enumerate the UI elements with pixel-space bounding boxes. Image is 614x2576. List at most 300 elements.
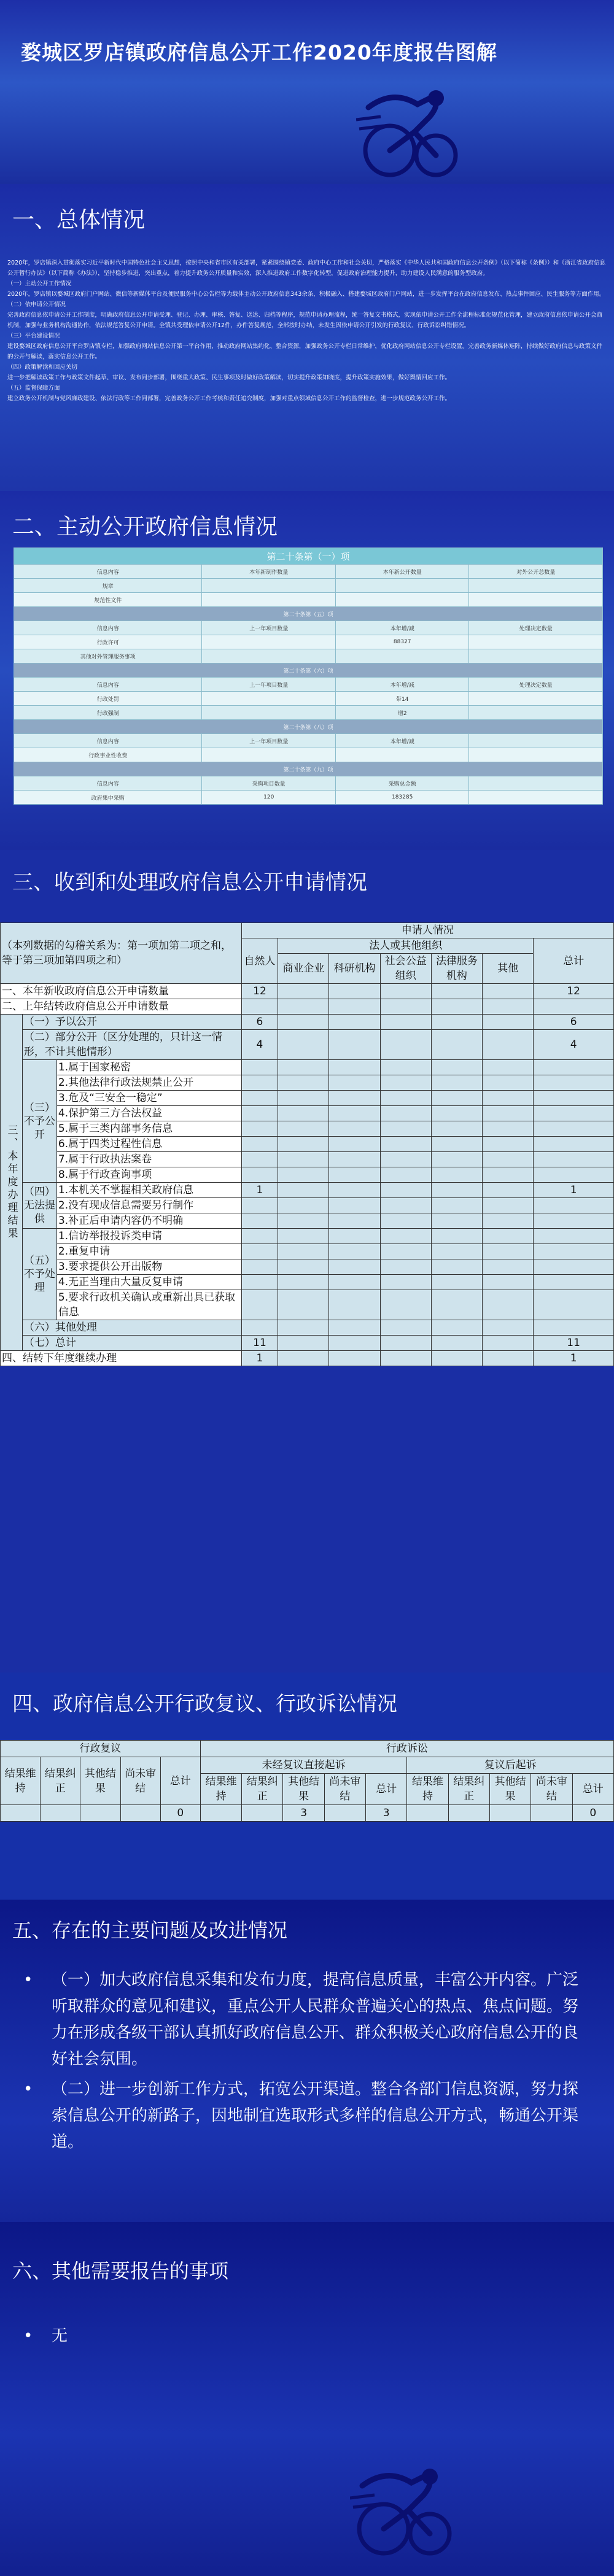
section-problems xyxy=(0,1900,614,2268)
table-cell xyxy=(483,984,534,999)
table-cell xyxy=(278,1167,329,1183)
table-row xyxy=(1,1244,614,1259)
list-item: • （二）进一步创新工作方式，拓宽公开渠道。整合各部门信息资源，努力探索信息公开的新路子，因地制宜选取形式多样的信息公开方式，畅通公开渠道。 xyxy=(23,2076,588,2156)
table-cell xyxy=(431,1152,482,1167)
table-cell xyxy=(202,635,336,649)
table-cell xyxy=(534,1167,614,1183)
table-cell xyxy=(483,1091,534,1106)
table-cell xyxy=(329,1015,380,1030)
table-cell: 带14 xyxy=(335,692,469,706)
table-cell xyxy=(380,1137,431,1152)
table-cell xyxy=(329,1167,380,1183)
table-row xyxy=(1,1259,614,1275)
table-cell: 3 xyxy=(283,1805,324,1822)
table-cell xyxy=(241,1075,278,1091)
table-cell xyxy=(483,1259,534,1275)
table-row xyxy=(1,1075,614,1091)
table-cell: 120 xyxy=(202,791,336,805)
table-row xyxy=(14,734,603,748)
column-header: 对外公开总数量 xyxy=(469,565,603,579)
row-label: （二）部分公开（区分处理的，只计这一情形，不计其他情形） xyxy=(22,1030,241,1060)
table-cell xyxy=(534,1121,614,1137)
table-cell xyxy=(483,1229,534,1244)
table-cell: 1 xyxy=(241,1183,278,1198)
table-row xyxy=(1,1741,614,1757)
table-row xyxy=(1,1121,614,1137)
table-cell xyxy=(483,1275,534,1290)
table-cell xyxy=(380,1075,431,1091)
table-cell xyxy=(335,748,469,762)
column-header: 其他结果 xyxy=(489,1774,530,1805)
table-subheader: 第二十条第（九）项 xyxy=(14,762,603,776)
cyclist-logo-icon xyxy=(356,83,460,184)
table-cell xyxy=(329,1091,380,1106)
table-cell xyxy=(202,579,336,593)
table-cell xyxy=(469,706,603,720)
row-label: 5.要求行政机关确认或重新出具已获取信息 xyxy=(56,1290,241,1320)
table-cell xyxy=(278,1320,329,1336)
table-cell xyxy=(483,999,534,1015)
section-other xyxy=(0,2222,614,2576)
table-cell xyxy=(489,1805,530,1822)
table-cell: 本年增/减 xyxy=(335,678,469,692)
table-cell: 4 xyxy=(534,1030,614,1060)
table-cell xyxy=(380,999,431,1015)
problems-list xyxy=(23,1967,588,2159)
table-row xyxy=(14,593,603,607)
table-cell xyxy=(483,1106,534,1121)
table-cell xyxy=(380,1290,431,1320)
table-row xyxy=(14,692,603,706)
section-heading: 六、其他需要报告的事项 xyxy=(12,2259,229,2283)
subgroup-label: （三）不予公开 xyxy=(22,1060,56,1183)
row-label: 4.保护第三方合法权益 xyxy=(56,1106,241,1121)
table-row xyxy=(1,1015,614,1030)
table-cell: 1 xyxy=(241,1351,278,1366)
table-cell: 规章 xyxy=(14,579,202,593)
other-list xyxy=(23,2323,588,2353)
column-header: 结果纠正 xyxy=(41,1757,80,1805)
table-cell xyxy=(534,1275,614,1290)
table-row xyxy=(14,720,603,734)
table-row xyxy=(1,923,614,938)
row-label: 1.信访举报投诉类申请 xyxy=(56,1229,241,1244)
table-cell xyxy=(380,1030,431,1060)
table-cell xyxy=(469,692,603,706)
table-cell xyxy=(329,1320,380,1336)
table-cell xyxy=(329,1183,380,1198)
table-cell xyxy=(431,1351,482,1366)
table-cell xyxy=(469,734,603,748)
row-label: 1.属于国家秘密 xyxy=(56,1060,241,1075)
table-corner-note: （本列数据的勾稽关系为：第一项加第二项之和，等于第三项加第四项之和） xyxy=(1,923,242,984)
table-cell xyxy=(329,1030,380,1060)
table-cell xyxy=(534,999,614,1015)
table-cell xyxy=(469,748,603,762)
table-cell xyxy=(431,984,482,999)
table-cell: 11 xyxy=(241,1336,278,1351)
section-heading: 一、总体情况 xyxy=(12,207,146,233)
table-cell xyxy=(431,1290,482,1320)
table-cell xyxy=(483,1183,534,1198)
table-cell xyxy=(380,1336,431,1351)
table-cell xyxy=(380,1213,431,1229)
subgroup-label: （四）无法提供 xyxy=(22,1183,56,1229)
table-cell xyxy=(380,1060,431,1075)
row-label: 四、结转下年度继续办理 xyxy=(1,1351,242,1366)
section-proactive xyxy=(0,491,614,850)
table-cell xyxy=(278,1015,329,1030)
table-cell xyxy=(278,1244,329,1259)
table-subheader: 第二十条第（六）项 xyxy=(14,663,603,678)
table-cell xyxy=(329,1336,380,1351)
table-cell xyxy=(380,984,431,999)
column-header: 尚未审结 xyxy=(324,1774,365,1805)
table-cell xyxy=(241,1152,278,1167)
table-cell xyxy=(380,1091,431,1106)
row-label: 1.本机关不掌握相关政府信息 xyxy=(56,1183,241,1198)
table-cell xyxy=(431,1213,482,1229)
column-header: 未经复议直接起诉 xyxy=(200,1757,406,1774)
table-row xyxy=(1,1757,614,1774)
table-cell xyxy=(329,1259,380,1275)
table-cell xyxy=(278,1075,329,1091)
table-cell xyxy=(483,1336,534,1351)
table-cell: 上一年项目数量 xyxy=(202,621,336,635)
table-row xyxy=(14,706,603,720)
table-cell xyxy=(278,1030,329,1060)
overview-paragraph: （二）依申请公开情况 xyxy=(7,301,66,308)
table-row xyxy=(1,1030,614,1060)
table-cell xyxy=(324,1805,365,1822)
applicant-header: 申请人情况 xyxy=(241,923,613,938)
table-cell xyxy=(483,1015,534,1030)
overview-paragraph: （一）主动公开工作情况 xyxy=(7,280,72,287)
table-cell xyxy=(534,1060,614,1075)
table-row xyxy=(1,1167,614,1183)
table-row xyxy=(1,1275,614,1290)
column-header: 本年新公开数量 xyxy=(335,565,469,579)
table-cell xyxy=(329,999,380,1015)
table-cell xyxy=(329,1213,380,1229)
table-cell xyxy=(469,776,603,791)
overview-text xyxy=(7,258,607,404)
table-cell xyxy=(469,791,603,805)
table-row xyxy=(14,762,603,776)
table-cell xyxy=(329,984,380,999)
table-cell xyxy=(278,984,329,999)
table-row xyxy=(1,1060,614,1075)
table-cell: 4 xyxy=(241,1030,278,1060)
table-cell xyxy=(448,1805,489,1822)
table-row xyxy=(1,999,614,1015)
column-header: 法人或其他组织 xyxy=(278,938,534,954)
column-header: 结果维持 xyxy=(1,1757,41,1805)
table-cell: 行政强制 xyxy=(14,706,202,720)
table-cell xyxy=(329,1351,380,1366)
cyclist-logo-icon xyxy=(350,2461,454,2562)
table-cell xyxy=(380,1183,431,1198)
table-cell xyxy=(278,1275,329,1290)
table-row xyxy=(14,748,603,762)
overview-paragraph: （三）平台建设情况 xyxy=(7,333,60,339)
row-label: 5.属于三类内部事务信息 xyxy=(56,1121,241,1137)
table-cell xyxy=(241,1167,278,1183)
table-cell xyxy=(241,1121,278,1137)
table-cell xyxy=(278,1213,329,1229)
table-cell xyxy=(431,1229,482,1244)
table-cell xyxy=(483,1351,534,1366)
table-cell xyxy=(534,1320,614,1336)
table-cell xyxy=(380,1152,431,1167)
table-cell xyxy=(80,1805,120,1822)
column-header: 信息内容 xyxy=(14,565,202,579)
header-banner xyxy=(0,0,614,184)
review-table xyxy=(0,1740,614,1822)
table-row xyxy=(1,984,614,999)
table-cell xyxy=(241,1320,278,1336)
column-header: 结果维持 xyxy=(407,1774,448,1805)
table-cell xyxy=(431,1015,482,1030)
table-cell xyxy=(431,1106,482,1121)
row-label: （六）其他处理 xyxy=(22,1320,241,1336)
table-cell xyxy=(278,1198,329,1213)
table-cell xyxy=(380,1167,431,1183)
table-cell: 行政处罚 xyxy=(14,692,202,706)
section-applications xyxy=(0,850,614,1673)
table-cell: 6 xyxy=(534,1015,614,1030)
section-review xyxy=(0,1673,614,1900)
table-row xyxy=(1,1229,614,1244)
table-cell xyxy=(534,1229,614,1244)
table-cell xyxy=(241,1198,278,1213)
table-cell xyxy=(431,1121,482,1137)
table-cell xyxy=(380,1229,431,1244)
table-row xyxy=(1,1320,614,1336)
table-cell xyxy=(431,1259,482,1275)
table-cell: 11 xyxy=(534,1336,614,1351)
row-label: 二、上年结转政府信息公开申请数量 xyxy=(1,999,242,1015)
table-row xyxy=(14,791,603,805)
column-header: 复议后起诉 xyxy=(407,1757,614,1774)
table-cell: 信息内容 xyxy=(14,678,202,692)
table-cell xyxy=(241,1275,278,1290)
table-row xyxy=(1,1290,614,1320)
table-cell: 信息内容 xyxy=(14,734,202,748)
page-title: 婺城区罗店镇政府信息公开工作2020年度报告图解 xyxy=(21,41,497,64)
table-cell xyxy=(431,1244,482,1259)
table-cell: 1 xyxy=(534,1351,614,1366)
row-label: 6.属于四类过程性信息 xyxy=(56,1137,241,1152)
table-cell: 1 xyxy=(534,1183,614,1198)
table-row xyxy=(1,1183,614,1198)
row-label: （七）总计 xyxy=(22,1336,241,1351)
overview-paragraph: （五）监督保障方面 xyxy=(7,385,60,392)
table-cell xyxy=(534,1244,614,1259)
table-cell xyxy=(534,1137,614,1152)
table-row xyxy=(1,1152,614,1167)
table-cell: 本年增/减 xyxy=(335,734,469,748)
section-heading: 二、主动公开政府信息情况 xyxy=(12,514,278,540)
table-cell xyxy=(241,1137,278,1152)
table-cell xyxy=(278,1336,329,1351)
table-cell xyxy=(202,692,336,706)
column-header: 总计 xyxy=(572,1774,613,1805)
table-cell xyxy=(431,1137,482,1152)
table-cell xyxy=(241,999,278,1015)
table-cell xyxy=(380,1015,431,1030)
table-cell: 本年增/减 xyxy=(335,621,469,635)
overview-paragraph: 进一步把解读政策工作与政策文件起草、审议、发布同步部署，围绕重大政策、民生事项及时做好政策解读，切实提升政策知晓度，提升政策实施效果，做好舆情回应工作。 xyxy=(7,374,451,381)
table-cell: 信息内容 xyxy=(14,776,202,791)
table-cell xyxy=(380,1244,431,1259)
column-header: 尚未审结 xyxy=(120,1757,160,1805)
table-cell xyxy=(483,1121,534,1137)
table-cell: 处理决定数量 xyxy=(469,621,603,635)
row-label: 3.危及“三安全一稳定” xyxy=(56,1091,241,1106)
table-cell xyxy=(241,1091,278,1106)
table-row xyxy=(1,1351,614,1366)
table-cell xyxy=(242,1805,283,1822)
table-cell xyxy=(483,1244,534,1259)
table-cell xyxy=(380,1275,431,1290)
table-cell xyxy=(278,1259,329,1275)
column-header: 总计 xyxy=(160,1757,200,1805)
table-cell: 行政许可 xyxy=(14,635,202,649)
overview-paragraph: 建立政务公开机制与党风廉政建设、依法行政等工作同部署，完善政务公开工作考核和责任追究制度，加强对重点领域信息公开工作的监督检查，进一步规范政务公开工作。 xyxy=(7,395,451,402)
table-cell xyxy=(483,1213,534,1229)
subgroup-label: （五）不予处理 xyxy=(22,1229,56,1320)
table-cell: 行政事业性收费 xyxy=(14,748,202,762)
column-header: 结果纠正 xyxy=(242,1774,283,1805)
table-cell xyxy=(335,579,469,593)
overview-paragraph: 完善政府信息依申请公开工作制度，明确政府信息公开申请受理、登记、办理、审核、答复、送达、归档等程序，规范申请办理流程，统一答复文书格式，实现依申请公开工作全流程标准化规范化管理，建立政府信息依申请公开会商机制，加强与业务机构沟通协作，依法规范答复公开申请。全镇共受理依申请公开12件，办件答复规范，全部按时办结，未发生因依申请公开引发的行政复议、行政诉讼纠错情况。 xyxy=(7,312,603,329)
section-heading: 五、存在的主要问题及改进情况 xyxy=(12,1919,288,1942)
table-cell xyxy=(534,1106,614,1121)
table-cell: 12 xyxy=(534,984,614,999)
table-cell xyxy=(534,1091,614,1106)
table-cell xyxy=(241,1106,278,1121)
table-cell xyxy=(483,1075,534,1091)
table-cell xyxy=(483,1290,534,1320)
column-header: 自然人 xyxy=(241,938,278,984)
table-cell xyxy=(534,1198,614,1213)
table-cell xyxy=(278,1106,329,1121)
table-cell xyxy=(469,593,603,607)
table-cell: 上一年项目数量 xyxy=(202,678,336,692)
table-cell xyxy=(241,1259,278,1275)
table-cell xyxy=(329,1137,380,1152)
table-cell xyxy=(407,1805,448,1822)
table-cell xyxy=(380,1106,431,1121)
table-cell xyxy=(431,1030,482,1060)
table-cell xyxy=(431,1198,482,1213)
table-cell xyxy=(329,1244,380,1259)
table-row xyxy=(1,1137,614,1152)
table-cell xyxy=(202,748,336,762)
table-row xyxy=(14,607,603,621)
table-cell xyxy=(329,1290,380,1320)
column-header: 商业企业 xyxy=(278,954,329,984)
table-row xyxy=(1,1106,614,1121)
table-row xyxy=(14,579,603,593)
table-cell xyxy=(431,1336,482,1351)
table-cell: 采购项目数量 xyxy=(202,776,336,791)
table-row xyxy=(14,649,603,663)
table-cell xyxy=(202,706,336,720)
table-cell xyxy=(534,1075,614,1091)
table-cell xyxy=(534,1290,614,1320)
table-cell xyxy=(120,1805,160,1822)
column-header: 其他 xyxy=(483,954,534,984)
table-cell xyxy=(431,1183,482,1198)
table-cell xyxy=(241,1229,278,1244)
group-label: 三、本年度办理结果 xyxy=(1,1015,23,1351)
table-cell xyxy=(278,1351,329,1366)
table-cell xyxy=(483,1320,534,1336)
table-cell: 政府集中采购 xyxy=(14,791,202,805)
column-header: 其他结果 xyxy=(283,1774,324,1805)
overview-paragraph: （四）政策解读和回应关切 xyxy=(7,364,78,371)
section-heading: 三、收到和处理政府信息公开申请情况 xyxy=(12,870,367,895)
table-cell xyxy=(483,1060,534,1075)
table-cell xyxy=(431,1075,482,1091)
table-subheader: 第二十条第（五）项 xyxy=(14,607,603,621)
table-cell xyxy=(431,1320,482,1336)
table-cell xyxy=(483,1030,534,1060)
table-cell xyxy=(329,1106,380,1121)
table-cell xyxy=(1,1805,41,1822)
row-label: 4.无正当理由大量反复申请 xyxy=(56,1275,241,1290)
table-cell xyxy=(469,649,603,663)
table-cell xyxy=(202,649,336,663)
table-cell xyxy=(431,1167,482,1183)
table-cell xyxy=(431,999,482,1015)
table-cell xyxy=(329,1060,380,1075)
column-header: 本年新制作数量 xyxy=(202,565,336,579)
table-cell xyxy=(241,1290,278,1320)
table-cell xyxy=(278,1121,329,1137)
table-cell xyxy=(531,1805,572,1822)
table-title: 第二十条第（一）项 xyxy=(14,548,603,565)
column-header: 结果纠正 xyxy=(448,1774,489,1805)
table-cell xyxy=(329,1121,380,1137)
table-cell xyxy=(329,1275,380,1290)
column-header: 社会公益组织 xyxy=(380,954,431,984)
list-item: • （一）加大政府信息采集和发布力度，提高信息质量，丰富公开内容。广泛听取群众的意见和建议，重点公开人民群众普遍关心的热点、焦点问题。努力在形成各级干部认真抓好政府信息公开、群众积极关心政府信息公开的良好社会氛围。 xyxy=(23,1967,588,2073)
table-cell xyxy=(431,1060,482,1075)
table-cell xyxy=(278,1091,329,1106)
table-cell: 12 xyxy=(241,984,278,999)
overview-paragraph: 2020年，罗店镇以婺城区政府门户网站、微信等新媒体平台及便民服务中心公告栏等为载体主动公开政府信息343余条，积极融入、搭建婺城区政府门户网站，进一步发挥平台在政府信息发布、热点事件回应、民生服务等方面作用。 xyxy=(7,291,605,298)
table-cell xyxy=(200,1805,241,1822)
table-cell xyxy=(329,1229,380,1244)
table-cell xyxy=(335,649,469,663)
table-row xyxy=(14,678,603,692)
table-cell xyxy=(483,1167,534,1183)
column-header: 总计 xyxy=(366,1774,407,1805)
table-cell xyxy=(202,593,336,607)
column-header: 其他结果 xyxy=(80,1757,120,1805)
list-item: • 无 xyxy=(23,2323,588,2350)
column-header: 行政复议 xyxy=(1,1741,201,1757)
row-label: 7.属于行政执法案卷 xyxy=(56,1152,241,1167)
column-header: 总计 xyxy=(534,938,614,984)
table-cell xyxy=(380,1351,431,1366)
column-header: 结果维持 xyxy=(200,1774,241,1805)
applications-table xyxy=(0,922,614,1366)
row-label: 一、本年新收政府信息公开申请数量 xyxy=(1,984,242,999)
